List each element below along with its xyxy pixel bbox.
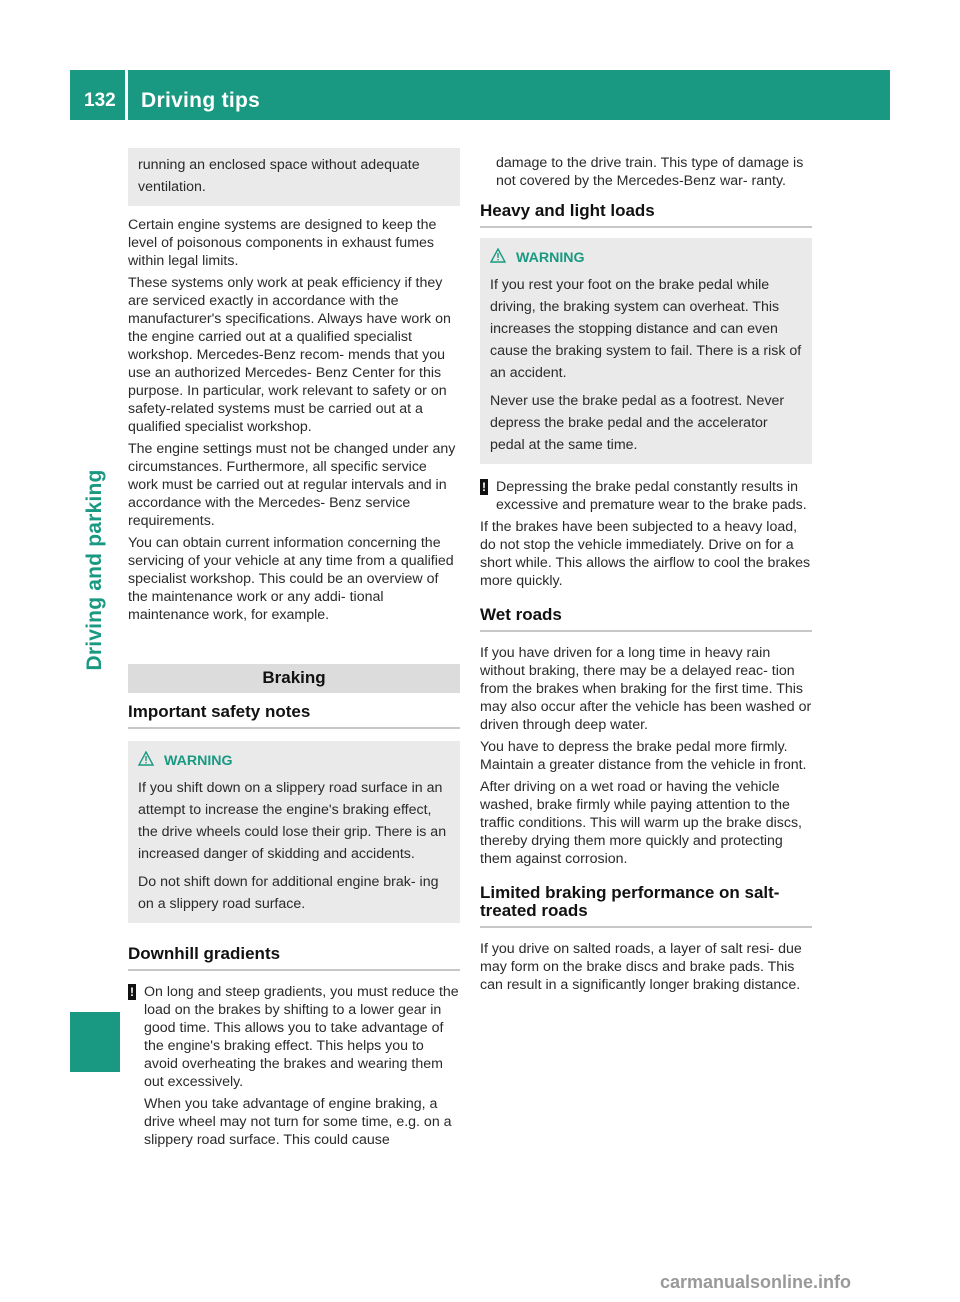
note-text: When you take advantage of engine braking, a drive wheel may not turn for some time, e.g. on a slippery road surface. This could cause [144, 1096, 452, 1148]
paragraph: If you have driven for a long time in heavy rain without braking, there may be a delayed reac- tion from the brakes when braking for the first time. This may also occur after the vehicle has been washed or driven through deep water. [480, 645, 812, 733]
warning-header [138, 751, 450, 771]
note-text: On long and steep gradients, you must reduce the load on the brakes by shifting to a lower gear in good time. This allows you to take advantage of the engine's braking effect. This helps you to avoid overheating the brakes and wearing them out excessively. [144, 984, 459, 1090]
warning-text: If you shift down on a slippery road surface in an attempt to increase the engine's braking effect, the drive wheels could lose their grip. There is an increased danger of skidding and accidents. [138, 780, 447, 862]
side-tab [70, 130, 120, 890]
note [480, 478, 812, 514]
downhill-heading: Downhill gradients [128, 945, 460, 971]
warning-header [490, 248, 802, 268]
wet-roads-heading: Wet roads [480, 606, 812, 632]
exclamation-icon: ! [130, 985, 134, 999]
note-text: Depressing the brake pedal constantly results in excessive and premature wear to the brake pads. [496, 479, 807, 513]
right-column [480, 154, 812, 998]
note [128, 983, 460, 1091]
warning-text: If you rest your foot on the brake pedal while driving, the braking system can overheat. This increases the stopping distance and can even cause the braking system to fail. There is a risk of an accident. [490, 277, 802, 381]
safety-notes-heading: Important safety notes [128, 703, 460, 729]
side-tab-label: Driving and parking [83, 469, 106, 671]
warning-box [128, 741, 460, 923]
intro-text: running an enclosed space without adequate ventilation. [138, 157, 420, 195]
warning-box [480, 238, 812, 464]
paragraph: You can obtain current information concerning the servicing of your vehicle at any time from a qualified specialist workshop. This could be an overview of the maintenance work or any addi- tional maintenance work, for example. [128, 535, 454, 623]
page-number: 132 [84, 90, 116, 111]
warning-label: WARNING [164, 753, 233, 769]
braking-heading: Braking [128, 664, 460, 693]
paragraph: You have to depress the brake pedal more firmly. Maintain a greater distance from the vehicle in front. [480, 739, 807, 773]
left-column [128, 148, 460, 1153]
warning-triangle-icon [490, 248, 508, 268]
paragraph: Certain engine systems are designed to keep the level of poisonous components in exhaust fumes within legal limits. [128, 217, 437, 269]
warning-triangle-icon [138, 751, 156, 771]
exclamation-icon: ! [482, 480, 486, 494]
warning-label: WARNING [516, 250, 585, 266]
paragraph: The engine settings must not be changed under any circumstances. Furthermore, all specific service work must be carried out at regular intervals and in accordance with the Mercedes- Benz service requirements. [128, 441, 456, 529]
paragraph: These systems only work at peak efficiency if they are serviced exactly in accordance with the manufacturer's specifications. Always have work on the engine carried out at a qualified specialist workshop. Mercedes-Benz recom- mends that you use an authorized Mercedes- Benz Center for this purpose. In particular, work relevant to safety or on safety-related systems must be carried out at a qualified specialist workshop. [128, 275, 451, 435]
continued-text: damage to the drive train. This type of damage is not covered by the Mercedes-Benz war- ranty. [496, 155, 804, 189]
header-divider [125, 70, 128, 120]
warning-text: Never use the brake pedal as a footrest. Never depress the brake pedal and the accelerator pedal at the same time. [490, 393, 785, 453]
watermark: carmanualsonline.info [660, 1272, 852, 1292]
paragraph: If you drive on salted roads, a layer of salt resi- due may form on the brake discs and brake pads. This can result in a significantly longer braking distance. [480, 941, 802, 993]
loads-heading: Heavy and light loads [480, 202, 812, 228]
paragraph: If the brakes have been subjected to a heavy load, do not stop the vehicle immediately. Drive on for a short while. This allows the airflow to cool the brakes more quickly. [480, 519, 811, 589]
intro-box [128, 148, 460, 206]
paragraph: After driving on a wet road or having the vehicle washed, brake firmly while paying attention to the traffic conditions. This will warm up the brake discs, thereby drying them more quickly and protecting them against corrosion. [480, 779, 802, 867]
side-tab-marker [70, 1012, 120, 1072]
section-title: Driving tips [141, 89, 261, 112]
salt-roads-heading: Limited braking performance on salt- treated roads [480, 884, 812, 928]
warning-text: Do not shift down for additional engine brak- ing on a slippery road surface. [138, 874, 439, 912]
